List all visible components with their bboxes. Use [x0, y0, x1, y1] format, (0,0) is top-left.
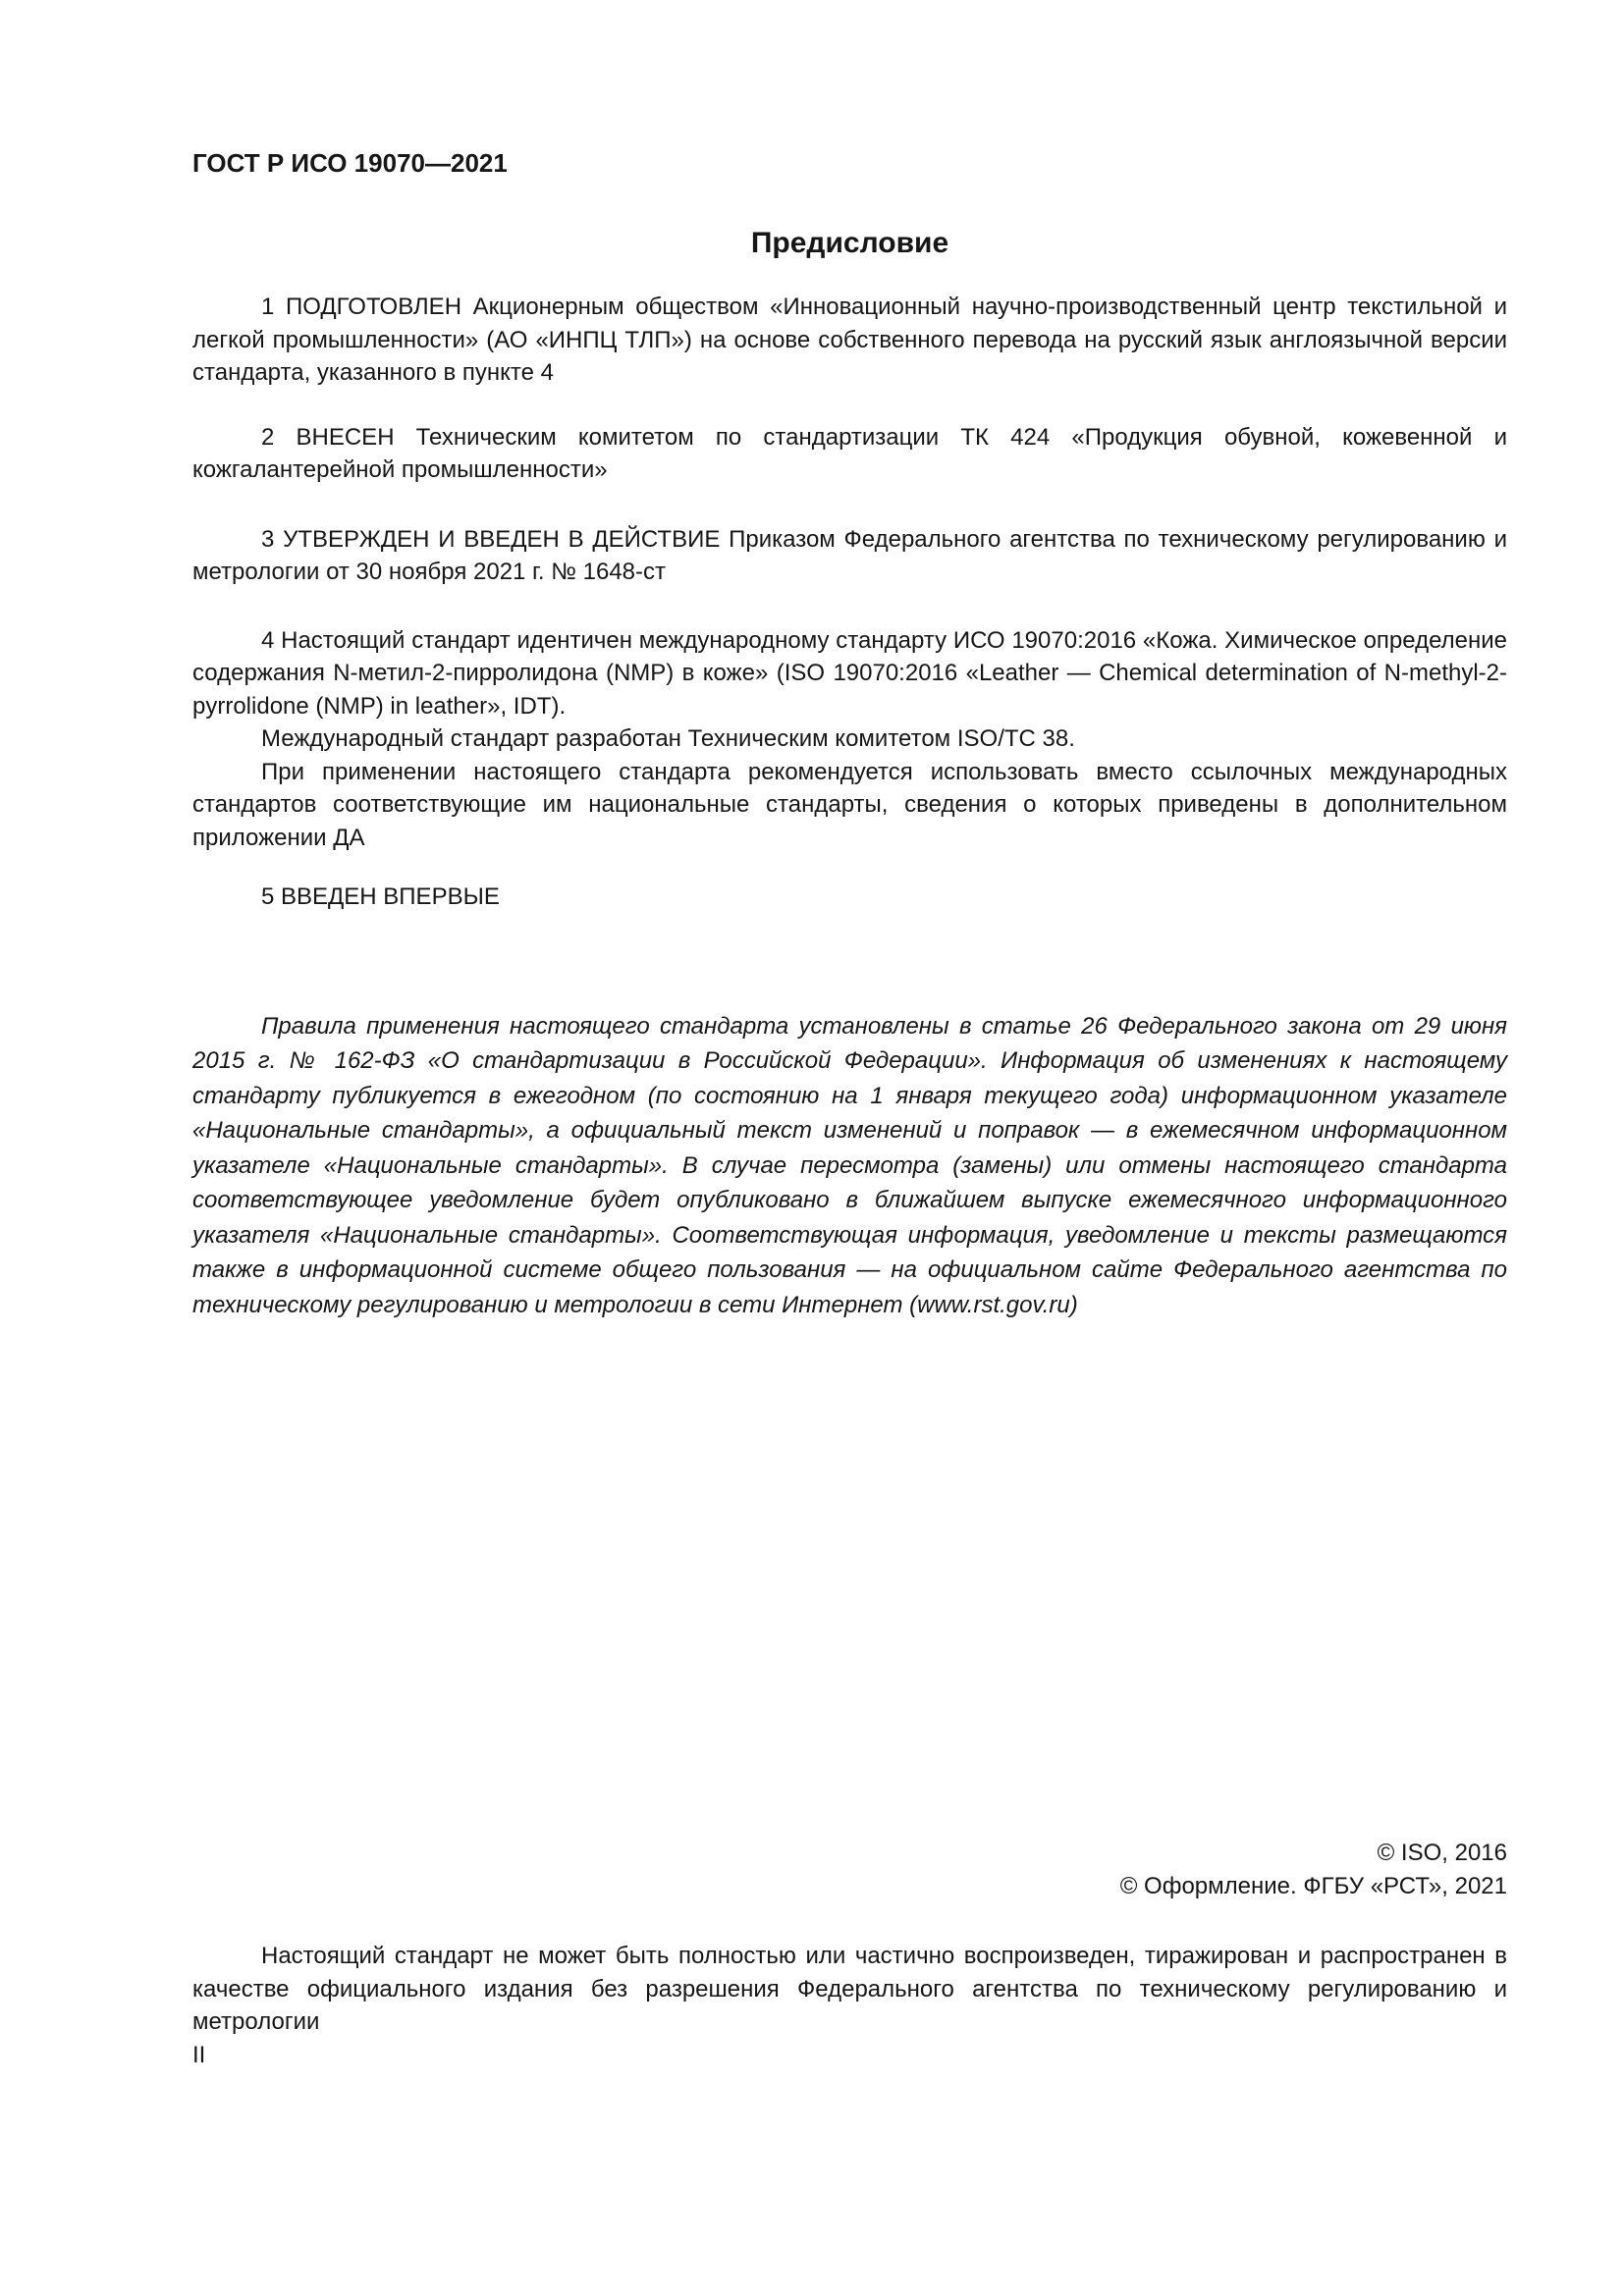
copyright-rst: © Оформление. ФГБУ «РСТ», 2021	[1119, 1872, 1507, 1899]
copyright-iso: © ISO, 2016	[1377, 1840, 1507, 1866]
clause-4-identity: 4 Настоящий стандарт идентичен международному стандарту ИСО 19070:2016 «Кожа. Химическое определение содержания N-метил-2-пирролидона (NMP) в коже» (ISO 19070:2016 «Leather — Chemical determination of N-methyl-2-pyrrolidone (NMP) in leather», IDT).	[192, 626, 1507, 720]
page-number: II	[192, 2041, 206, 2068]
doc-code: ГОСТ Р ИСО 19070—2021	[192, 148, 508, 178]
clause-1-prepared: 1 ПОДГОТОВЛЕН Акционерным обществом «Инновационный научно-производственный центр текстильной и легкой промышленности» (АО «ИНПЦ ТЛП») на основе собственного перевода на русский язык англоязычной версии стандарта, указанного в пункте 4	[192, 294, 1507, 386]
copyright-block	[192, 1837, 1507, 1902]
page-title: Предисловие	[750, 227, 949, 259]
clause-2-submitted: 2 ВНЕСЕН Техническим комитетом по стандартизации ТК 424 «Продукция обувной, кожевенной и кожгалантерейной промышленности»	[192, 423, 1507, 483]
reproduction-restriction-notice: Настоящий стандарт не может быть полностью или частично воспроизведен, тиражирован и распространен в качестве официального издания без разрешения Федерального агентства по техническому регулированию и метрологии	[192, 1943, 1507, 2035]
clause-3-approved: 3 УТВЕРЖДЕН И ВВЕДЕН В ДЕЙСТВИЕ Приказом Федерального агентства по техническому регулированию и метрологии от 30 ноября 2021 г. № 1648-ст	[192, 525, 1507, 585]
clause-4-national-standards-note: При применении настоящего стандарта рекомендуется использовать вместо ссылочных международных стандартов соответствующие им национальные стандарты, сведения о которых приведены в дополнительном приложении ДА	[192, 758, 1507, 851]
legal-application-note: Правила применения настоящего стандарта установлены в статье 26 Федерального закона от 29 июня 2015 г. № 162-ФЗ «О стандартизации в Российской Федерации». Информация об изменениях к настоящему стандарту публикуется в ежегодном (по состоянию на 1 января текущего года) информационном указателе «Национальные стандарты», а официальный текст изменений и поправок — в ежемесячном информационном указателе «Национальные стандарты». В случае пересмотра (замены) или отмены настоящего стандарта соответствующее уведомление будет опубликовано в ближайшем выпуске ежемесячного информационного указателя «Национальные стандарты». Соответствующая информация, уведомление и тексты размещаются также в информационной системе общего пользования — на официальном сайте Федерального агентства по техническому регулированию и метрологии в сети Интернет (www.rst.gov.ru)	[192, 1012, 1507, 1318]
clause-4-tc-note: Международный стандарт разработан Техническим комитетом ISO/TC 38.	[261, 725, 1075, 752]
clause-5-first-edition: 5 ВВЕДЕН ВПЕРВЫЕ	[261, 883, 500, 910]
